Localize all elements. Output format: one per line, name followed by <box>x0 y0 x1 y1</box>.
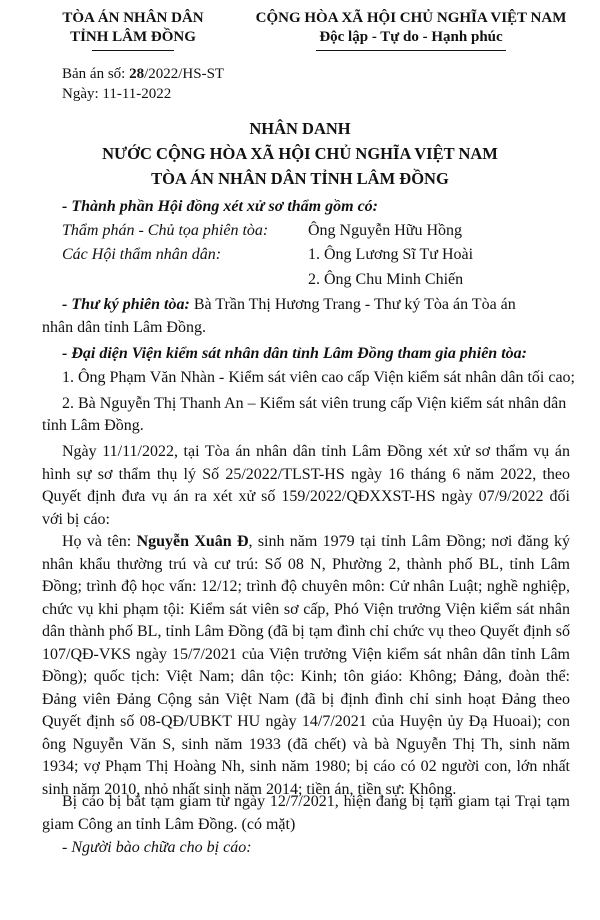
assessors-label: Các Hội thẩm nhân dân: <box>62 246 222 263</box>
nation-name: CỘNG HÒA XÃ HỘI CHỦ NGHĨA VIỆT NAM <box>255 10 567 26</box>
case-date: Ngày: 11-11-2022 <box>62 86 172 102</box>
assessor-1: 1. Ông Lương Sĩ Tư Hoài <box>308 246 474 263</box>
defendant-details: , sinh năm 1979 tại tỉnh Lâm Đồng; nơi đăng ký nhân khẩu thường trú và cư trú: Số 08 N, Phường 2, thành phố BL, tỉnh Lâm Đồng; trình độ học vấn: 12/12; trình độ chuyên môn: Cử nhân Luật; nghề nghiệp, chức vụ khi phạm tội: Kiểm sát viên sơ cấp, Phó Viện trưởng Viện kiểm sát nhân dân thành phố BL, tỉnh Lâm Đồng (đã bị tạm đình chỉ chức vụ theo Quyết định số 107/QĐ-VKS ngày 15/7/2021 của Viện trưởng Viện kiểm sát nhân dân tỉnh Lâm Đồng); quốc tịch: Việt Nam; dân tộc: Kinh; tôn giáo: Không; Đảng, đoàn thể: Đảng viên Đảng Cộng sản Việt Nam (đã bị định đình chỉ sinh hoạt Đảng theo Quyết định số 08-QĐ/UBKT HU ngày 14/7/2021 của Huyện ủy Đạ Huoai); con ông Nguyễn Văn S, sinh năm 1933 (đã chết) và bà Nguyễn Thị Th, sinh năm 1934; vợ Phạm Thị Hoàng Nh, sinh năm 1980; bị cáo có 02 người con, lớn nhất sinh năm 2010, nhỏ nhất sinh năm 2014; tiền án, tiền sự: Không. <box>42 533 570 798</box>
case-number-value: 28 <box>129 66 145 82</box>
judge-label: Thẩm phán - Chủ tọa phiên tòa: <box>62 222 269 239</box>
case-number-label: Bản án số: <box>62 66 130 82</box>
title-court: TÒA ÁN NHÂN DÂN TỈNH LÂM ĐỒNG <box>151 169 449 188</box>
procuracy-heading: - Đại diện Viện kiểm sát nhân dân tỉnh Lâm Đồng tham gia phiên tòa: <box>62 345 527 362</box>
procuracy-item-1: 1. Ông Phạm Văn Nhàn - Kiểm sát viên cao cấp Viện kiểm sát nhân dân tối cao; <box>62 369 575 386</box>
assessor-2: 2. Ông Chu Minh Chiến <box>308 271 464 288</box>
case-number <box>62 66 224 83</box>
case-number-suffix: /2022/HS-ST <box>144 66 225 82</box>
court-name-line2: TỈNH LÂM ĐỒNG <box>70 29 196 45</box>
panel-heading: - Thành phần Hội đồng xét xử sơ thẩm gồm có: <box>62 198 378 215</box>
defendant-prefix: Họ và tên: <box>62 533 137 550</box>
defense-heading: - Người bào chữa cho bị cáo: <box>62 839 252 856</box>
judge-name: Ông Nguyễn Hữu Hồng <box>308 222 462 239</box>
court-name-line1: TÒA ÁN NHÂN DÂN <box>62 10 204 26</box>
nation-motto: Độc lập - Tự do - Hạnh phúc <box>319 29 503 45</box>
procuracy-item-2-line-1: 2. Bà Nguyễn Thị Thanh An – Kiểm sát viên trung cấp Viện kiểm sát nhân dân <box>62 395 567 412</box>
motto-underline <box>316 50 506 51</box>
title-country: NƯỚC CỘNG HÒA XÃ HỘI CHỦ NGHĨA VIỆT NAM <box>102 144 498 163</box>
court-underline <box>92 50 174 51</box>
defendant-paragraph <box>42 531 570 801</box>
trial-paragraph: Ngày 11/11/2022, tại Tòa án nhân dân tỉnh Lâm Đồng xét xử sơ thẩm vụ án hình sự sơ thẩm thụ lý Số 25/2022/TLST-HS ngày 16 tháng 6 năm 2022, theo Quyết định đưa vụ án ra xét xử số 159/2022/QĐXXST-HS ngày 07/9/2022 đối với bị cáo: <box>42 443 570 528</box>
secretary-value: Bà Trần Thị Hương Trang - Thư ký Tòa án Tòa án <box>189 296 516 313</box>
secretary-line-1 <box>62 296 516 314</box>
title-in-the-name: NHÂN DANH <box>249 119 351 138</box>
detention-paragraph: Bị cáo bị bắt tạm giam từ ngày 12/7/2021, hiện đang bị tạm giam tại Trại tạm giam Công an tỉnh Lâm Đồng. (có mặt) <box>42 793 570 833</box>
defendant-name: Nguyễn Xuân Đ <box>136 533 249 550</box>
secretary-label: - Thư ký phiên tòa: <box>62 296 190 313</box>
procuracy-item-2-line-2: tỉnh Lâm Đồng. <box>42 417 144 434</box>
secretary-line-2: nhân dân tỉnh Lâm Đồng. <box>42 319 206 336</box>
